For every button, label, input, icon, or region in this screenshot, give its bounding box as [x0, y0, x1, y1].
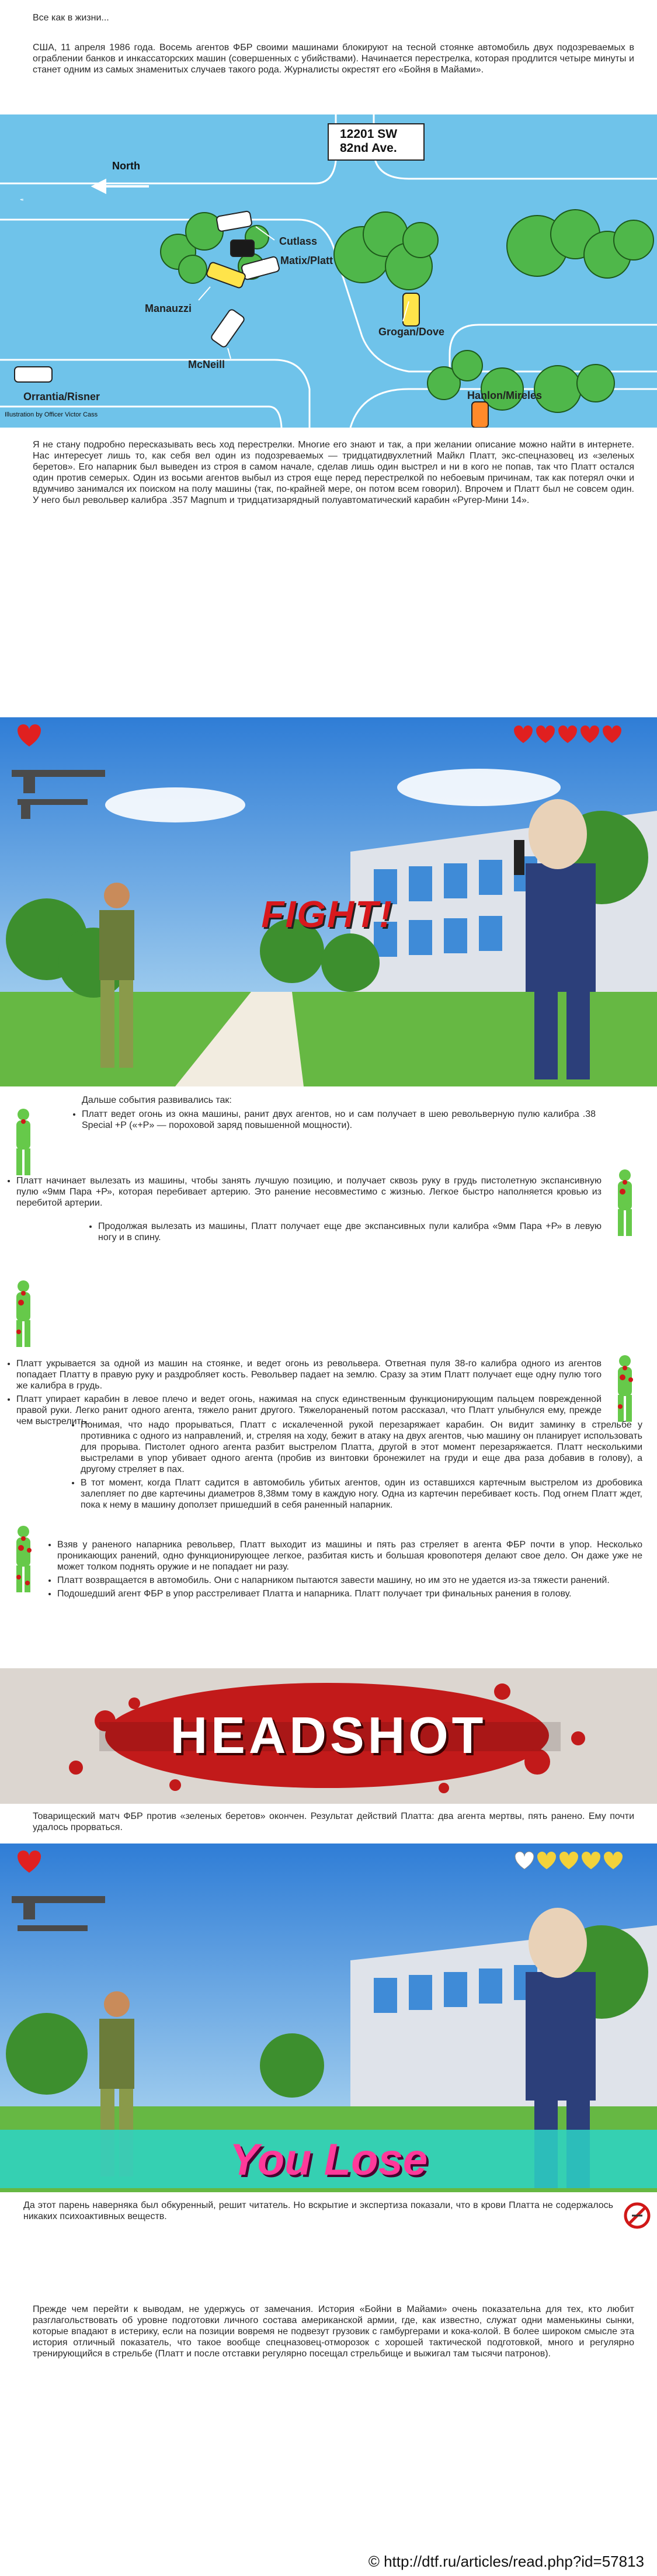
event-item: • Платт укрывается за одной из машин на стоянке, и ведет огонь из револьвера. Ответная пуля 38-го калибра одного из агентов попадает Платту в правую руку и раздробляет кость. Револьвер падает на землю. Сразу за этим Платт получает еще одну пулю того же калибра в грудь.	[16, 1358, 602, 1391]
map-credit: Illustration by Officer Victor Cass	[5, 411, 98, 418]
map-label-orrantia-risner: Orrantia/Risner	[23, 391, 100, 402]
after-paragraph: Да этот парень наверняка был обкуренный, решит читатель. Но вскрытие и экспертиза показали, что в крови Платта не содержалось никаких психоактивных веществ.	[23, 2200, 613, 2221]
event-item: • В тот момент, когда Платт садится в автомобиль убитых агентов, один из оставшихся картечным выстрелом из дробовика залепляет по две картечины диаметров 8,38мм тому в каждую ногу. Одна из картечин перебивает кость. Под огнем Платт ждет, пока к нему в машину доползет пришедший в себя раненный напарник.	[81, 1477, 642, 1511]
event-item: • Платт начинает вылезать из машины, чтобы занять лучшую позицию, и получает сквозь руку в грудь пистолетную экспансивную пулю «9мм Пара +Р», которая перебивает артерию. Это ранение несовместимо с жизнью. Легкое быстро наполняется кровью из перебитой артерии.	[16, 1175, 602, 1209]
map-label-cutlass: Cutlass	[279, 235, 318, 247]
events-intro: Дальше события развивались так:	[82, 1095, 232, 1105]
map-label-grogan-dove: Grogan/Dove	[378, 326, 445, 338]
wounded-figure-5	[6, 1525, 41, 1595]
fight-text: FIGHT!	[261, 893, 393, 935]
event-item: • Взяв у раненого напарника револьвер, Платт выходит из машины и пять раз стреляет в агента ФБР почти в упор. Несколько проникающих ранений, одно функционирующее легкое, разбитая кисть и большая кровопотеря делают свое дело. Он даже уже не может толком поднять оружие и не попадает ни разу.	[57, 1539, 642, 1572]
events-list-3	[82, 1221, 602, 1245]
wounded-figure-4	[607, 1354, 642, 1424]
no-drugs-icon	[623, 2201, 652, 2230]
headshot-text: HEADSHOT	[170, 1706, 487, 1764]
events-list-2	[0, 1175, 602, 1211]
shootout-map	[0, 114, 657, 428]
result-paragraph: Товарищеский матч ФБР против «зеленых беретов» окончен. Результат действий Платта: два агента мертвы, пять ранено. Ему почти удалось прорваться.	[33, 1811, 634, 1832]
event-item: • Платт ведет огонь из окна машины, ранит двух агентов, но и сам получает в шею револьверную пулю калибра .38 Special +P («+P» — пороховой заряд повышенной мощности).	[82, 1109, 596, 1131]
you-lose-scene-image	[0, 1844, 657, 2192]
event-item: • Платт возвращается в автомобиль. Они с напарником пытаются завести машину, но им это не удается из-за тяжести ранений.	[57, 1575, 642, 1586]
north-label: North	[112, 160, 140, 172]
page-heading: Все как в жизни...	[33, 13, 109, 23]
events-list-4	[0, 1358, 602, 1429]
wounded-figure-2	[607, 1168, 642, 1238]
para-platt-description: Я не стану подробно пересказывать весь ход перестрелки. Многие его знают и так, а при желании описание можно найти в интернете. Нас интересует лишь то, как себя вел один из подозреваемых — тридцатидвухлетний Майкл Платт, экс-спецназовец из «зеленых беретов». Его напарник был выведен из строя в самом начале, сделав лишь один выстрел и ни в кого не попав, так что Платт остался один против семерых. Один из восьми агентов выбыл из строя еще перед перестрелкой по небоевым причинам, так как потерял очки и вдумчиво занимался их поиском на полу машины (так, по-крайней мере, он потом всем говорил). Впрочем и Платт был не совсем один. У него был револьвер калибра .357 Magnum и тридцатизарядный полуавтоматический карабин «Ругер-Мини 14».	[33, 440, 634, 505]
map-label-mcneill: McNeill	[188, 359, 225, 370]
map-label-hanlon-mireles: Hanlon/Mireles	[467, 390, 543, 401]
map-label-matix-platt: Matix/Platt	[280, 255, 333, 266]
headshot-image	[0, 1668, 657, 1804]
event-item: • Понимая, что надо прорываться, Платт с искалеченной рукой перезаряжает карабин. Он видит заминку в стрельбе у противника с одного из направлений, и, стреляя на ходу, бежит в атаку на двух агентов, чью машину он планирует использовать для прорыва. Пистолет одного агента разбит выстрелом Платта, другой в этот момент перезаряжается. Платт несколькими выстрелами в упор убивает одного агента (пробив из винтовки бронежилет на груди и еще два раза добавив в голову), а другому стреляет в пах.	[81, 1419, 642, 1475]
event-item: • Подошедший агент ФБР в упор расстреливает Платта и напарника. Платт получает три финальных ранения в голову.	[57, 1588, 642, 1599]
address-line-1: 12201 SW	[340, 127, 398, 141]
address-line-2: 82nd Ave.	[340, 141, 397, 155]
you-lose-text: You Lose	[229, 2135, 428, 2185]
event-item: • Продолжая вылезать из машины, Платт получает еще две экспансивных пули калибра «9мм Пара +Р» в левую ногу и в спину.	[98, 1221, 602, 1243]
fight-scene-image	[0, 717, 657, 1086]
events-list	[41, 1109, 596, 1133]
wounded-figure-1	[6, 1108, 41, 1178]
intro-paragraph: США, 11 апреля 1986 года. Восемь агентов ФБР своими машинами блокируют на тесной стоянке автомобиль двух подозреваемых в ограблении банков и инкассаторских машин (совершенных с убийствами). Начинается перестрелка, которая продлится четыре минуты и станет одним из самых знаменитых случаев такого рода. Журналисты окрестят его «Бойня в Майами».	[33, 43, 634, 75]
source-url: © http://dtf.ru/articles/read.php?id=57813	[368, 2553, 644, 2570]
wounded-figure-3	[6, 1279, 41, 1349]
events-list-6	[41, 1539, 642, 1602]
map-label-manauzzi: Manauzzi	[145, 303, 192, 314]
map-address	[340, 127, 397, 155]
event-item: • Платт упирает карабин в левое плечо и ведет огонь, нажимая на спуск единственным функционирующим пальцем поврежденной правой руки. Легко ранит одного агента, тяжело ранит другого. Тяжелораненый потом рассказал, что Платт улыбнулся ему, прежде чем выстрелить.	[16, 1394, 602, 1427]
events-list-5	[64, 1419, 642, 1513]
conclusion-paragraph: Прежде чем перейти к выводам, не удержусь от замечания. История «Бойни в Майами» очень показательна для тех, кто любит разглагольствовать об уровне подготовки личного состава американской армии, где, как известно, служат одни маменькины сынки, которые впадают в истерику, если на позиции вовремя не подвезут грузовик с гамбургерами и кока-колой. В более широком смысле эта история отличный показатель, что такое вообще спецназовец-отморозок с хорошей тактической подготовкой, много и регулярно тренирующийся в стрельбе (Платт и после отставки регулярно посещал стрельбище и выжигал там тысячи патронов).	[33, 2304, 634, 2359]
